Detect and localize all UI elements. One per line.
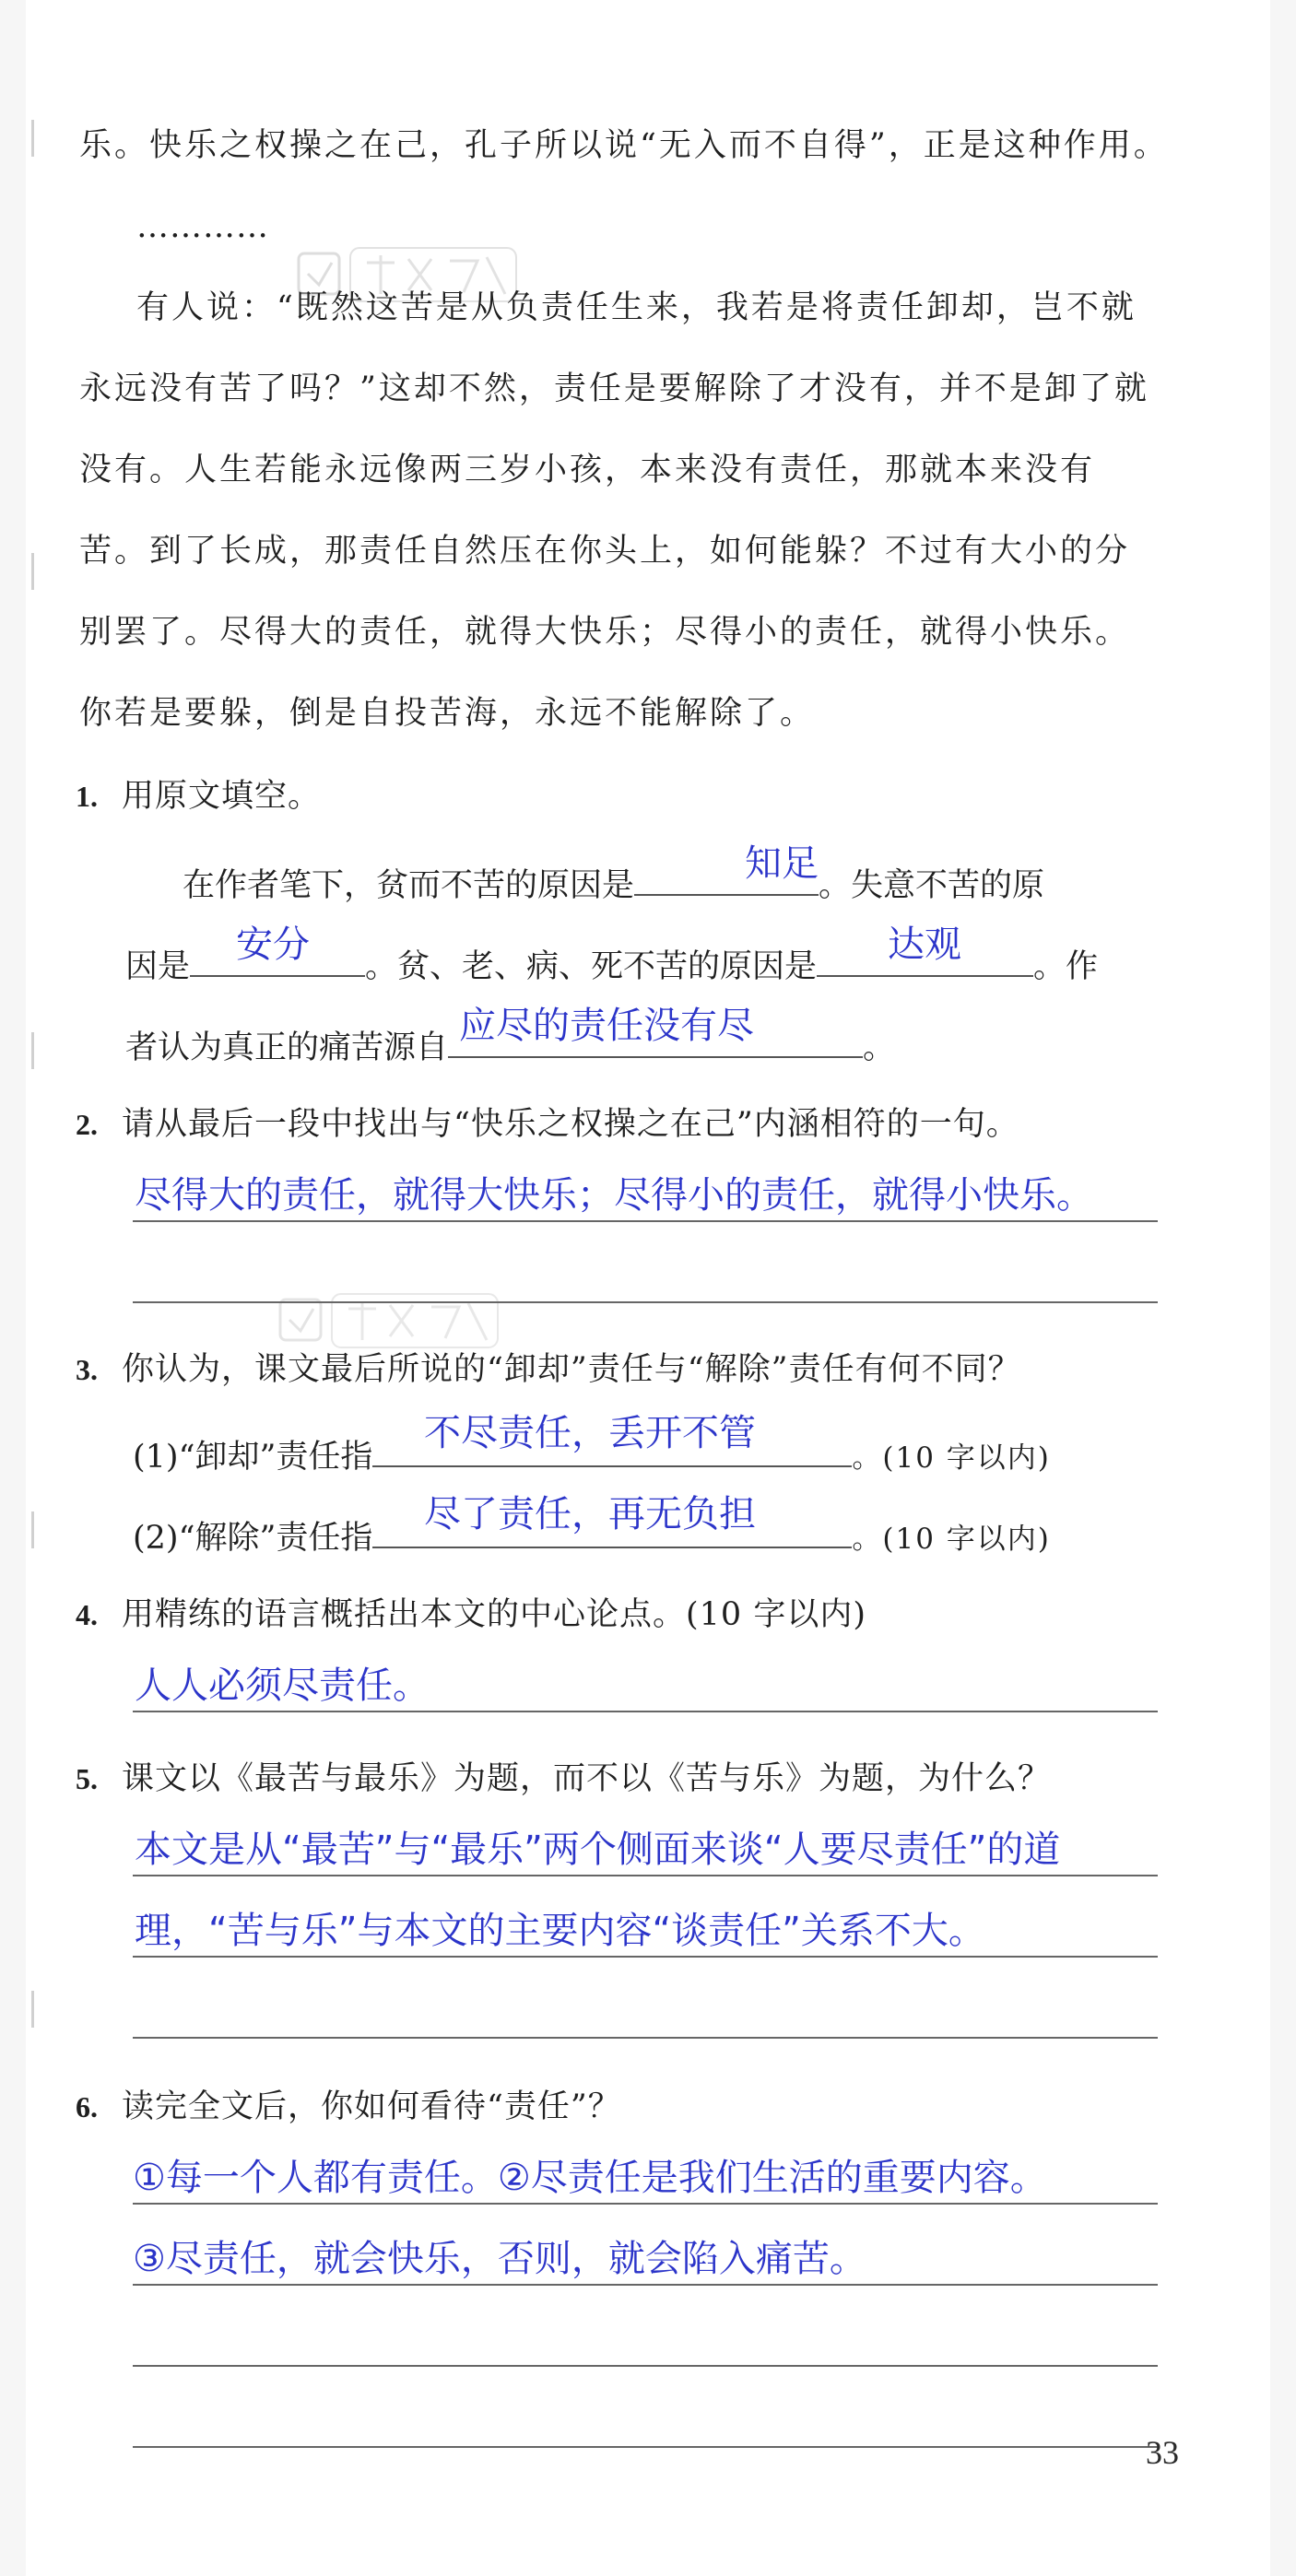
edge-mark xyxy=(31,1032,34,1069)
passage-line: 有人说：“既然这苦是从负责任生来，我若是将责任卸却，岂不就 xyxy=(136,289,1137,326)
question-number: 2. xyxy=(76,1108,98,1141)
handwritten-answer: 理，“苦与乐”与本文的主要内容“谈责任”关系不大。 xyxy=(135,1910,985,1952)
word-limit-note: 。(10 字以内) xyxy=(852,1523,1051,1556)
answer-line[interactable] xyxy=(133,1956,1158,1958)
answer-line[interactable] xyxy=(133,2446,1158,2448)
handwritten-answer: 尽得大的责任，就得大快乐；尽得小的责任，就得小快乐。 xyxy=(135,1174,1093,1217)
handwritten-answer: 达观 xyxy=(888,923,961,966)
edge-mark xyxy=(31,1511,34,1548)
question-text: 你认为，课文最后所说的“卸却”责任与“解除”责任有何不同？ xyxy=(122,1351,1021,1388)
answer-line[interactable] xyxy=(133,1301,1158,1303)
edge-mark xyxy=(31,553,34,590)
question-text: 用精练的语言概括出本文的中心论点。(10 字以内) xyxy=(122,1596,866,1633)
passage-line: 乐。快乐之权操之在己，孔子所以说“无入而不自得”，正是这种作用。 xyxy=(79,127,1169,164)
handwritten-answer: ③尽责任，就会快乐，否则，就会陷入痛苦。 xyxy=(133,2238,866,2280)
answer-line[interactable] xyxy=(133,1220,1158,1222)
question-number: 5. xyxy=(76,1762,98,1795)
answer-line[interactable] xyxy=(133,1711,1158,1712)
question-number: 1. xyxy=(76,780,98,813)
question-text: 用原文填空。 xyxy=(122,778,322,815)
handwritten-answer: 知足 xyxy=(745,842,819,885)
q1-text: 。 xyxy=(863,1029,896,1066)
q3-label: (1)“卸却”责任指 xyxy=(133,1439,373,1476)
handwritten-answer: 尽了责任，再无负担 xyxy=(424,1493,756,1535)
passage-line: 没有。人生若能永远像两三岁小孩，本来没有责任，那就本来没有 xyxy=(79,452,1096,488)
question-number: 3. xyxy=(76,1353,98,1386)
q1-text: 因是 xyxy=(125,948,191,985)
handwritten-answer: 本文是从“最苦”与“最乐”两个侧面来谈“人要尽责任”的道 xyxy=(135,1829,1061,1871)
q1-text: 。失意不苦的原 xyxy=(819,867,1045,904)
q1-text: 。贫、老、病、死不苦的原因是 xyxy=(365,948,818,985)
q1-text: 者认为真正的痛苦源自 xyxy=(125,1029,449,1066)
question-number: 6. xyxy=(76,2090,98,2123)
answer-line[interactable] xyxy=(133,2037,1158,2039)
answer-line[interactable] xyxy=(133,2203,1158,2205)
passage-line: 苦。到了长成，那责任自然压在你头上，如何能躲？不过有大小的分 xyxy=(79,533,1131,570)
workbook-page xyxy=(26,0,1270,2576)
question-text: 请从最后一段中找出与“快乐之权操之在己”内涵相符的一句。 xyxy=(122,1106,1019,1143)
handwritten-answer: 安分 xyxy=(236,923,310,966)
handwritten-answer: 不尽责任，丢开不管 xyxy=(424,1412,756,1454)
q1-text: 。作 xyxy=(1033,948,1099,985)
edge-mark xyxy=(31,1991,34,2028)
q1-sentence-1 xyxy=(183,857,1044,908)
question-number: 4. xyxy=(76,1598,98,1631)
answer-line[interactable] xyxy=(133,1875,1158,1876)
question-text: 课文以《最苦与最乐》为题，而不以《苦与乐》为题，为什么？ xyxy=(122,1760,1052,1797)
passage-line: 你若是要躲，倒是自投苦海，永远不能解除了。 xyxy=(79,695,816,732)
passage-line: 永远没有苦了吗？”这却不然，责任是要解除了才没有，并不是卸了就 xyxy=(79,371,1149,407)
passage-ellipsis: ………… xyxy=(136,208,269,245)
handwritten-answer: 应尽的责任没有尽 xyxy=(459,1005,754,1047)
passage-line: 别罢了。尽得大的责任，就得大快乐；尽得小的责任，就得小快乐。 xyxy=(79,614,1131,651)
handwritten-answer: ①每一个人都有责任。②尽责任是我们生活的重要内容。 xyxy=(133,2157,1047,2199)
edge-mark xyxy=(31,120,34,157)
q1-text: 在作者笔下，贫而不苦的原因是 xyxy=(183,867,635,904)
answer-line[interactable] xyxy=(133,2365,1158,2367)
word-limit-note: 。(10 字以内) xyxy=(852,1441,1051,1475)
question-text: 读完全文后，你如何看待“责任”？ xyxy=(122,2088,621,2125)
handwritten-answer: 人人必须尽责任。 xyxy=(135,1664,430,1707)
answer-line[interactable] xyxy=(133,2284,1158,2286)
page-number: 33 xyxy=(1146,2434,1179,2471)
q3-label: (2)“解除”责任指 xyxy=(133,1520,373,1557)
